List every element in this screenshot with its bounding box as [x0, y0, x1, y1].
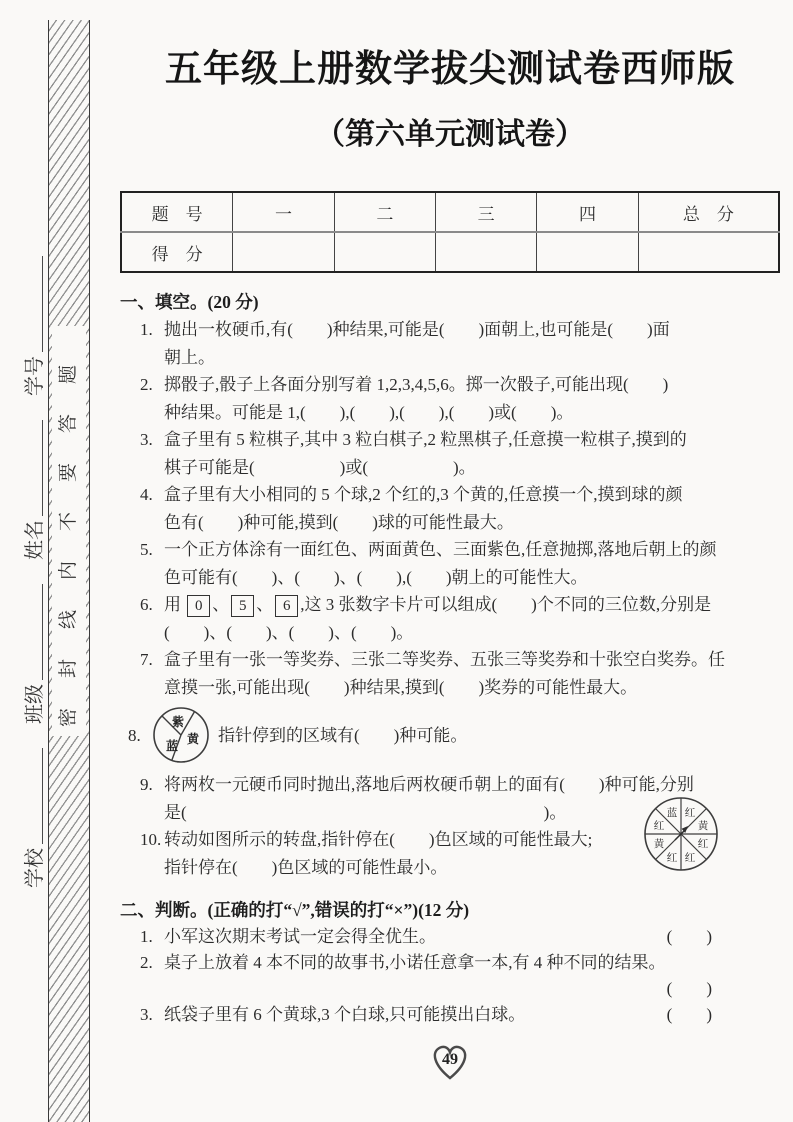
page-number: 49 — [441, 1050, 459, 1068]
question-7 — [120, 646, 780, 701]
judge-3-text: 纸袋子里有 6 个黄球,3 个白球,只可能摸出白球。 — [164, 1005, 526, 1024]
question-5-number: 5. — [140, 540, 153, 559]
judge-2-answer-blank: ( ) — [666, 979, 712, 998]
question-5-text-cont: 色可能有( )、( )、( ),( )朝上的可能性大。 — [164, 567, 588, 587]
digit-card-5: 5 — [231, 595, 254, 617]
question-10-number: 10. — [140, 830, 162, 849]
questions-9-10-block — [120, 771, 780, 881]
score-header-4: 四 — [537, 192, 638, 232]
judge-1-text: 小军这次期末考试一定会得全优生。 — [164, 927, 436, 946]
score-header-total: 总 分 — [638, 192, 779, 232]
question-1 — [120, 316, 780, 371]
card-separator: 、 — [256, 595, 274, 614]
judge-item-3 — [120, 1002, 780, 1028]
page-title: 五年级上册数学拔尖测试卷西师版 — [165, 48, 735, 89]
field-blank-class — [22, 584, 43, 680]
question-9-text-cont: 是( )。 — [164, 802, 567, 822]
wheel-sector-blue: 蓝 — [666, 808, 678, 819]
wheel-sector-yellow-2: 黄 — [653, 839, 665, 850]
page-subtitle: （第六单元测试卷） — [315, 118, 585, 151]
field-label-name: 姓名 — [23, 520, 46, 560]
question-9-text: 将两枚一元硬币同时抛出,落地后两枚硬币朝上的面有( )种可能,分别 — [164, 775, 694, 794]
section1-heading: 一、填空。(20 分) — [120, 292, 259, 312]
judge-item-2 — [120, 950, 780, 976]
question-5-text: 一个正方体涂有一面红色、两面黄色、三面紫色,任意抛掷,落地后朝上的颜 — [164, 540, 717, 559]
question-3 — [120, 426, 780, 481]
wheel-sector-red-3: 红 — [684, 853, 696, 864]
question-10-text-cont: 指针停在( )色区域的可能性最小。 — [164, 857, 448, 877]
question-6 — [120, 591, 780, 646]
question-2-number: 2. — [140, 375, 153, 394]
field-label-student-id: 学号 — [23, 356, 46, 396]
score-cell-2 — [334, 232, 435, 272]
exam-sheet — [120, 0, 780, 1087]
section2-heading: 二、判断。(正确的打“√”,错误的打“×”)(12 分) — [120, 900, 470, 920]
question-3-text: 盒子里有 5 粒棋子,其中 3 粒白棋子,2 粒黑棋子,任意摸一粒棋子,摸到的 — [164, 430, 687, 449]
section-judge — [120, 896, 780, 1028]
judge-item-1 — [120, 924, 780, 950]
three-sector-spinner-figure — [152, 705, 212, 767]
score-header-label: 题 号 — [121, 192, 233, 232]
score-header-1: 一 — [233, 192, 334, 232]
spinner-sector-blue: 蓝 — [165, 739, 179, 753]
score-cell-total — [638, 232, 779, 272]
score-cell-1 — [233, 232, 334, 272]
question-8-text: 指针停到的区域有( )种可能。 — [218, 726, 468, 746]
question-1-text: 抛出一枚硬币,有( )种结果,可能是( )面朝上,也可能是( )面 — [164, 320, 670, 339]
eight-sector-wheel-figure — [642, 795, 720, 873]
spinner-sector-yellow: 黄 — [186, 732, 200, 746]
judge-2-text: 桌子上放着 4 本不同的故事书,小诺任意拿一本,有 4 种不同的结果。 — [164, 953, 666, 972]
question-1-number: 1. — [140, 320, 153, 339]
digit-card-0: 0 — [187, 595, 210, 617]
card-separator: 、 — [212, 595, 230, 614]
wheel-sector-red-2: 红 — [697, 839, 709, 850]
spinner-sector-purple: 紫 — [171, 715, 185, 729]
wheel-sector-yellow-1: 黄 — [697, 821, 709, 832]
judge-2-number: 2. — [140, 953, 153, 972]
seal-band — [48, 20, 90, 1122]
score-table — [120, 191, 780, 273]
question-7-text: 盒子里有一张一等奖券、三张二等奖券、五张三等奖券和十张空白奖券。任 — [164, 650, 725, 669]
question-2-text-cont: 种结果。可能是 1,( ),( ),( ),( )或( )。 — [164, 402, 574, 422]
question-7-number: 7. — [140, 650, 153, 669]
score-cell-4 — [537, 232, 638, 272]
score-cell-3 — [436, 232, 537, 272]
heart-page-number-icon — [429, 1042, 471, 1082]
question-5 — [120, 536, 780, 591]
question-3-text-cont: 棋子可能是( )或( )。 — [164, 457, 476, 477]
question-6-prefix: 用 — [164, 595, 181, 614]
question-1-text-cont: 朝上。 — [164, 347, 215, 367]
wheel-sector-red-5: 红 — [653, 821, 665, 832]
field-blank-name — [22, 420, 43, 516]
question-2 — [120, 371, 780, 426]
judge-3-number: 3. — [140, 1005, 153, 1024]
question-6-text: ,这 3 张数字卡片可以组成( )个不同的三位数,分别是 — [300, 595, 712, 614]
question-4-text-cont: 色有( )种可能,摸到( )球的可能性最大。 — [164, 512, 514, 532]
field-blank-student-id — [22, 256, 43, 352]
field-label-class: 班级 — [23, 684, 46, 724]
score-header-3: 三 — [436, 192, 537, 232]
score-header-2: 二 — [334, 192, 435, 232]
question-8-number: 8. — [128, 726, 141, 746]
judge-1-number: 1. — [140, 927, 153, 946]
field-label-school: 学校 — [23, 848, 46, 888]
wheel-sector-red-1: 红 — [684, 808, 696, 819]
page-number-area — [120, 1042, 780, 1087]
judge-1-answer-blank: ( ) — [666, 927, 712, 946]
question-6-text-cont: ( )、( )、( )、( )。 — [164, 622, 414, 642]
score-row-label: 得 分 — [121, 232, 233, 272]
digit-card-6: 6 — [275, 595, 298, 617]
question-4 — [120, 481, 780, 536]
question-8 — [120, 705, 780, 767]
question-4-text: 盒子里有大小相同的 5 个球,2 个红的,3 个黄的,任意摸一个,摸到球的颜 — [164, 485, 683, 504]
question-2-text: 掷骰子,骰子上各面分别写着 1,2,3,4,5,6。掷一次骰子,可能出现( ) — [164, 375, 669, 394]
question-6-number: 6. — [140, 595, 153, 614]
question-7-text-cont: 意摸一张,可能出现( )种结果,摸到( )奖券的可能性最大。 — [164, 677, 638, 697]
seal-band-label: 密封线内不要答题 — [52, 326, 86, 736]
question-10-text: 转动如图所示的转盘,指针停在( )色区域的可能性最大; — [164, 830, 593, 849]
question-9-number: 9. — [140, 775, 153, 794]
question-3-number: 3. — [140, 430, 153, 449]
question-4-number: 4. — [140, 485, 153, 504]
wheel-sector-red-4: 红 — [666, 853, 678, 864]
judge-3-answer-blank: ( ) — [666, 1005, 712, 1024]
section-fill-in — [120, 288, 780, 881]
field-blank-school — [22, 748, 43, 844]
